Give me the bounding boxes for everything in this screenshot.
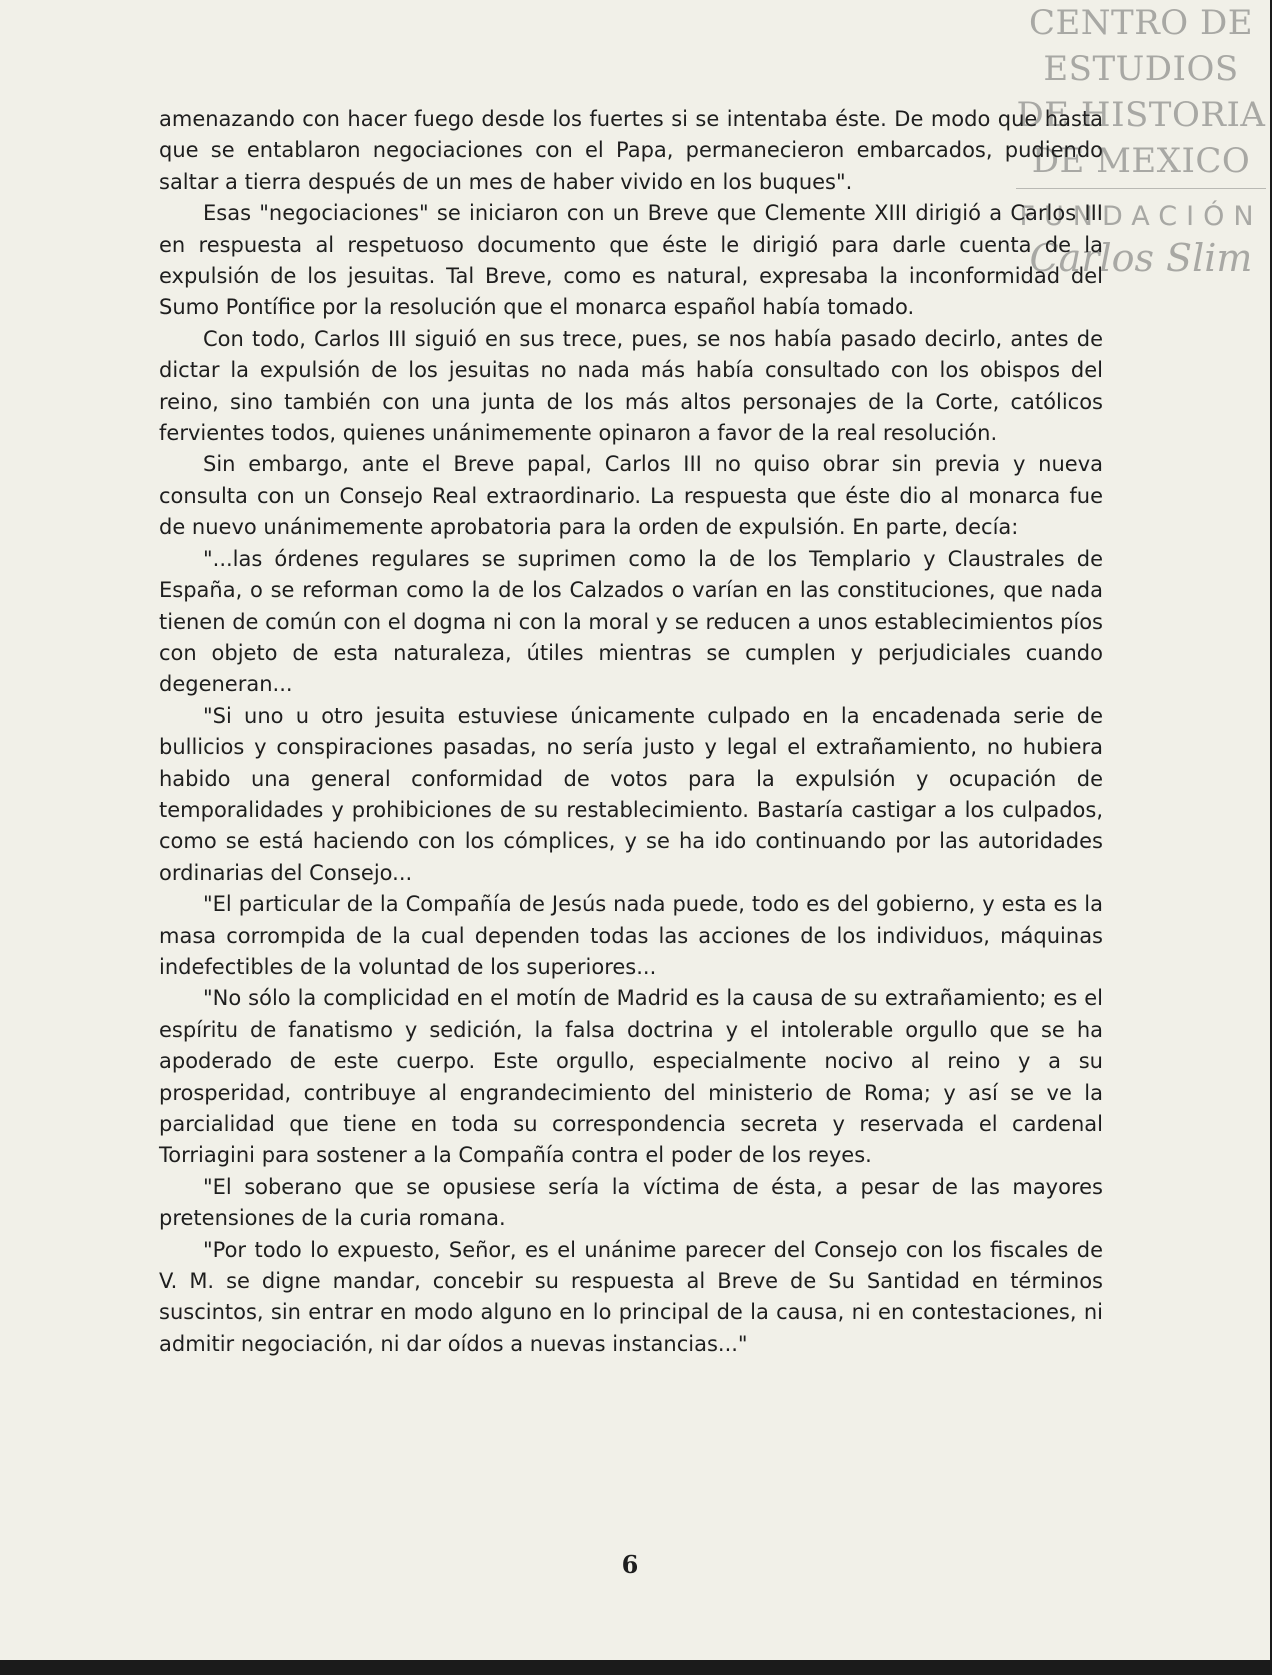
watermark-line: DE MEXICO — [1031, 141, 1251, 181]
watermark-signature: Carlos Slim — [1029, 236, 1253, 280]
body-text — [159, 104, 1103, 1360]
paragraph: Esas "negociaciones" se iniciaron con un Breve que Clemente XIII dirigió a Carlos III en respuesta al respetuoso documento que éste le dirigió para darle cuenta de la expulsión de los jesuitas. Tal Breve, como es natural, expresaba la inconformidad del Sumo Pontífice por la resolución que el monarca español había tomado. — [159, 201, 1103, 320]
quote-paragraph: "El particular de la Compañía de Jesús nada puede, todo es del gobierno, y esta es la masa corrompida de la cual dependen todas las acciones de los individuos, máquinas indefectibles de la voluntad de los superiores... — [159, 892, 1103, 979]
watermark-line: DE HISTORIA — [1016, 95, 1266, 135]
paragraph: amenazando con hacer fuego desde los fuertes si se intentaba éste. De modo que hasta que se entablaron negociaciones con el Papa, permanecieron embarcados, pudiendo saltar a tierra después de un mes de haber vivido en los buques". — [159, 107, 1103, 194]
watermark-line: ESTUDIOS — [1043, 49, 1239, 89]
watermark-line: CENTRO DE — [1028, 3, 1254, 43]
paragraph: Con todo, Carlos III siguió en sus trece, pues, se nos había pasado decirlo, antes de dictar la expulsión de los jesuitas no nada más había consultado con los obispos del reino, sino también con una junta de los más altos personajes de la Corte, católicos fervientes todos, quienes unánimemente opinaron a favor de la real resolución. — [159, 326, 1103, 446]
watermark-fundacion: FUNDACIÓN — [1019, 201, 1263, 232]
quote-paragraph: "Si uno u otro jesuita estuviese únicamente culpado en la encadenada serie de bullicios y conspiraciones pasadas, no sería justo y legal el extrañamiento, no hubiera habido una general conformidad de votos para la expulsión y ocupación de temporalidades y prohibiciones de su restablecimiento. Bastaría castigar a los culpados, como se está haciendo con los cómplices, y se ha ido continuando por las autoridades ordinarias del Consejo... — [159, 703, 1103, 885]
quote-paragraph: "...las órdenes regulares se suprimen como la de los Templario y Claustrales de España, o se reforman como la de los Calzados o varían en las constituciones, que nada tienen de común con el dogma ni con la moral y se reducen a unos establecimientos píos con objeto de esta naturaleza, útiles mientras se cumplen y perjudiciales cuando degeneran... — [159, 546, 1103, 697]
page-number: 6 — [621, 1550, 639, 1579]
quote-paragraph: "No sólo la complicidad en el motín de Madrid es la causa de su extrañamiento; es el espíritu de fanatismo y sedición, la falsa doctrina y el intolerable orgullo que se ha apoderado de este cuerpo. Este orgullo, especialmente nocivo al reino y a su prosperidad, contribuye al engrandecimiento del ministerio de Roma; y así se ve la parcialidad que tiene en toda su correspondencia secreta y reservada el cardenal Torriagini para sostener a la Compañía contra el poder de los reyes. — [159, 986, 1103, 1168]
quote-paragraph: "El soberano que se opusiese sería la víctima de ésta, a pesar de las mayores pretensiones de la curia romana. — [159, 1174, 1103, 1231]
quote-paragraph: "Por todo lo expuesto, Señor, es el unánime parecer del Consejo con los fiscales de V. M. se digne mandar, concebir su respuesta al Breve de Su Santidad en términos suscintos, sin entrar en modo alguno en lo principal de la causa, ni en contestaciones, ni admitir negociación, ni dar oídos a nuevas instancias..." — [159, 1237, 1103, 1356]
paragraph: Sin embargo, ante el Breve papal, Carlos III no quiso obrar sin previa y nueva consulta con un Consejo Real extraordinario. La respuesta que éste dio al monarca fue de nuevo unánimemente aprobatoria para la orden de expulsión. En parte, decía: — [159, 452, 1103, 540]
